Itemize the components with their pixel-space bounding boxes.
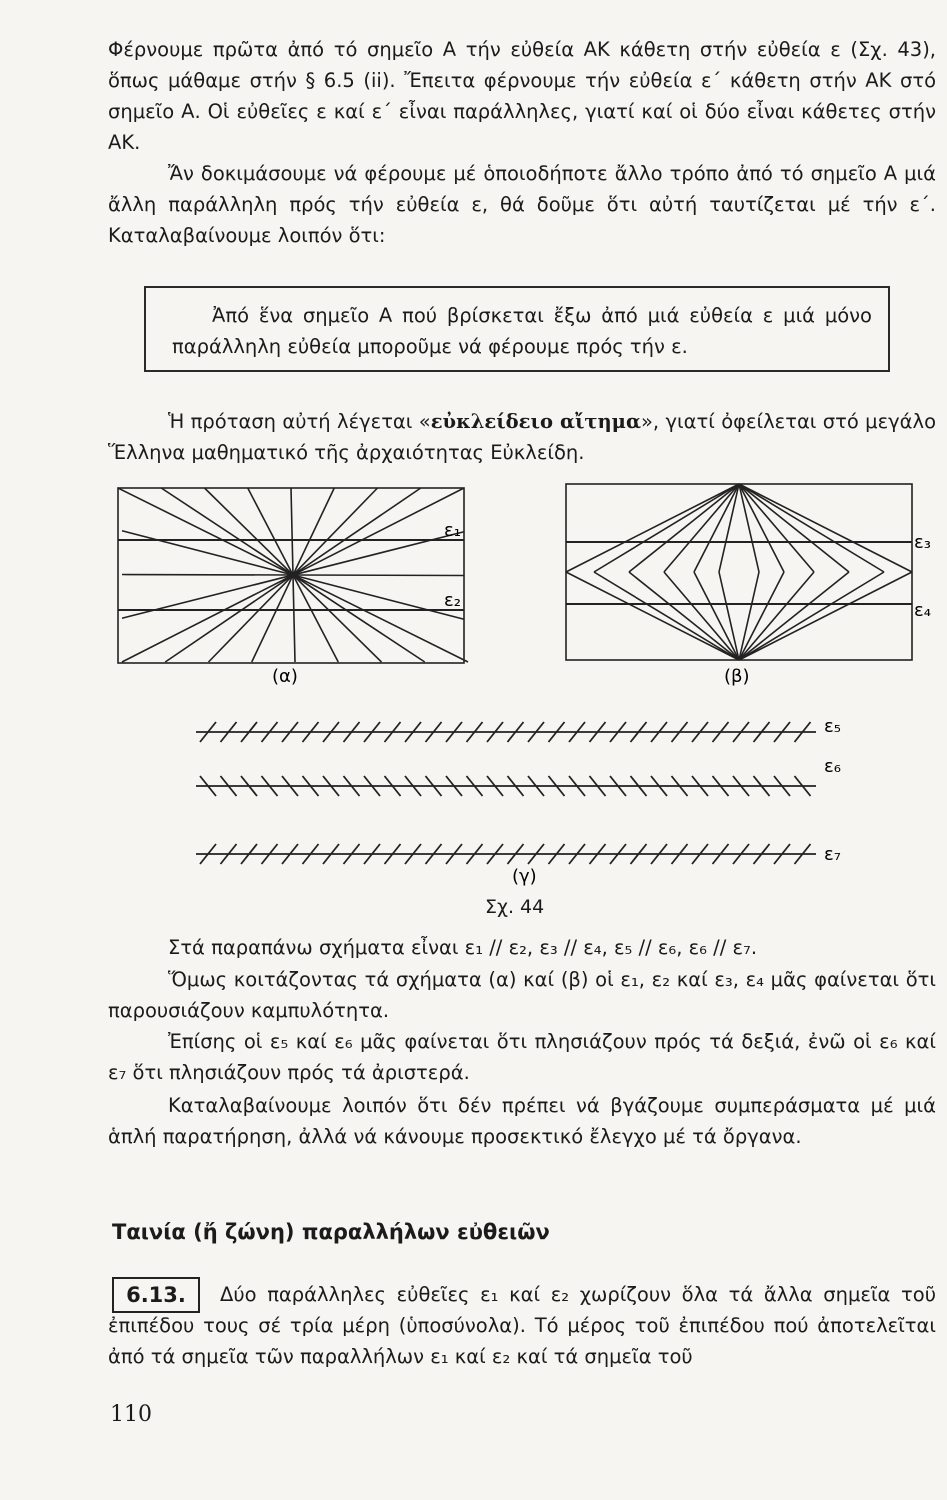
figure-b-frame — [566, 484, 912, 660]
paragraph-converge: Ἐπίσης οἱ ε₅ καί ε₆ μᾶς φαίνεται ὅτι πλησιάζουν πρός τά δεξιά, ἐνῶ οἱ ε₆ καί ε₇ ὅτι πλησιάζουν πρός τά ἀριστερά. — [108, 1030, 936, 1084]
paragraph-intro: Φέρνουμε πρῶτα ἀπό τό σημεῖο Α τήν εὐθεία ΑΚ κάθετη στήν εὐθεία ε (Σχ. 43), ὅπως μάθαμε στήν § 6.5 (ii). Ἔπειτα φέρνουμε τήν εὐθεία ε΄ κάθετη στήν ΑΚ στό σημεῖο Α. Οἱ εὐθεῖες ε καί ε΄ εἶναι παράλληλες, γιατί καί οἱ δύο εἶναι κάθετες στήν ΑΚ. — [108, 38, 936, 154]
rays-b — [566, 484, 912, 660]
section-heading: Ταινία (ἤ ζώνη) παραλλήλων εὐθειῶν — [112, 1220, 550, 1244]
ray-b-tr-5 — [739, 484, 912, 572]
paragraph-strip: Δύο παράλληλες εὐθεῖες ε₁ καί ε₂ χωρίζουν ὅλα τά ἄλλα σημεῖα τοῦ ἐπιπέδου τους σέ τρία μέρη (ὑποσύνολα). Τό μέρος τοῦ ἐπιπέδου πού ἀποτελεῖται ἀπό τά σημεῖα τῶν παραλλήλων ε₁ καί ε₂ καί τά σημεῖα τοῦ — [108, 1283, 936, 1368]
label-b: (β) — [724, 666, 750, 687]
paragraph-conclusion: Καταλαβαίνουμε λοιπόν ὅτι δέν πρέπει νά βγάζουμε συμπεράσματα μέ μιά ἁπλή παρατήρηση, ἀλλά νά κάνουμε προσεκτικό ἔλεγχο μέ τά ὄργανα. — [108, 1094, 936, 1148]
section-number: 6.13. — [112, 1277, 200, 1313]
theorem-text: Ἀπό ἕνα σημεῖο Α πού βρίσκεται ἔξω ἀπό μιά εὐθεία ε μιά μόνο παράλληλη εὐθεία μποροῦμε νά φέρουμε πρός τήν ε. — [172, 304, 872, 358]
ray-b-tl-5 — [566, 484, 739, 572]
figure-a — [118, 488, 468, 663]
paragraph-parallels: Στά παραπάνω σχήματα εἶναι ε₁ // ε₂, ε₃ // ε₄, ε₅ // ε₆, ε₆ // ε₇. — [168, 936, 758, 959]
label-e3: ε₃ — [914, 532, 931, 553]
euclid-postulate-term: εὐκλείδειο αἴτημα — [430, 410, 641, 433]
figure-c — [196, 722, 816, 864]
ray-b-br-5 — [739, 572, 912, 660]
label-e5: ε₅ — [824, 716, 841, 737]
rays-a — [118, 488, 468, 662]
ray-b-bl-5 — [566, 572, 739, 660]
label-a: (α) — [272, 666, 298, 687]
label-e4: ε₄ — [914, 600, 931, 621]
label-e7: ε₇ — [824, 844, 841, 865]
label-e6: ε₆ — [824, 756, 841, 777]
page-number: 110 — [110, 1402, 152, 1427]
paragraph-curvature: Ὅμως κοιτάζοντας τά σχήματα (α) καί (β) οἱ ε₁, ε₂ καί ε₃, ε₄ μᾶς φαίνεται ὅτι παρουσιάζουν καμπυλότητα. — [108, 968, 936, 1022]
figure-caption: Σχ. 44 — [485, 896, 545, 918]
label-c: (γ) — [512, 866, 537, 887]
paragraph-attempt: Ἄν δοκιμάσουμε νά φέρουμε μέ ὁποιοδήποτε ἄλλο τρόπο ἀπό τό σημεῖο Α μιά ἄλλη παράλληλη πρός τήν εὐθεία ε, θά δοῦμε ὅτι αὐτή ταυτίζεται μέ τήν ε΄. Καταλαβαίνουμε λοιπόν ὅτι: — [108, 162, 936, 247]
euclid-text-pre: Ἡ πρόταση αὐτή λέγεται « — [168, 410, 431, 433]
figure-b — [566, 484, 912, 660]
label-e1: ε₁ — [444, 520, 461, 541]
euclid-text-post: », γιατί ὀφείλεται στό μεγάλο Ἕλληνα μαθηματικό τῆς ἀρχαιότητας Εὐκλείδη. — [108, 410, 936, 464]
paragraph-euclid — [108, 406, 936, 468]
figure-44 — [100, 470, 947, 910]
label-e2: ε₂ — [444, 590, 461, 611]
